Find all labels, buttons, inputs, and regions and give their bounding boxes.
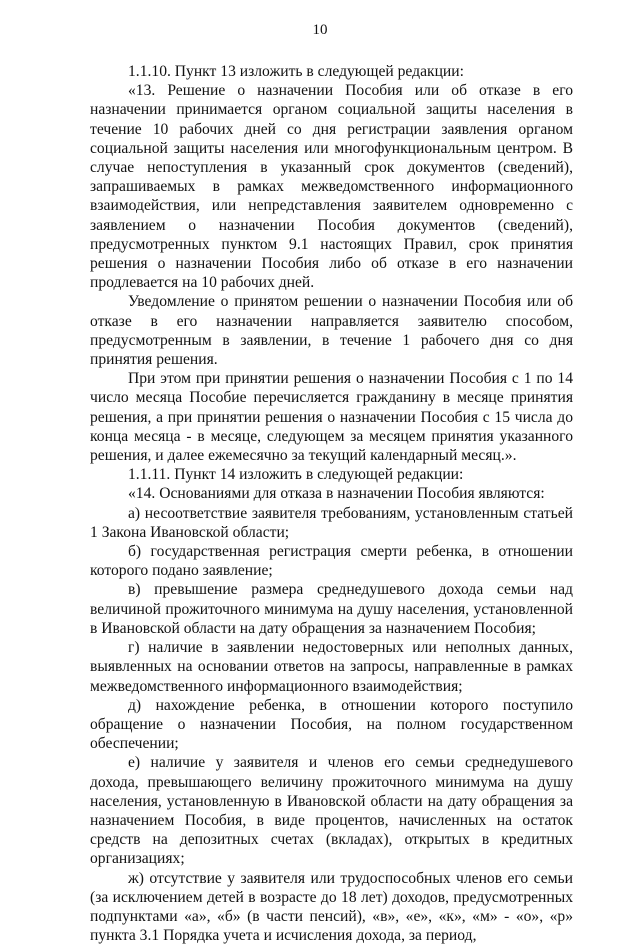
list-item-v: в) превышение размера среднедушевого дохода семьи над величиной прожиточного минимума на душу населения, установленной в Ивановской области на дату обращения за назначением Пособия; xyxy=(90,581,573,637)
paragraph-notification: Уведомление о принятом решении о назначении Пособия или об отказе в его назначении направляется заявителю способом, предусмотренным в заявлении, в течение 1 рабочего дня со дня принятия решения. xyxy=(90,293,573,369)
list-item-e: е) наличие у заявителя и членов его семьи среднедушевого дохода, превышающего величину прожиточного минимума на душу населения, установленную в Ивановской области на дату обращения за назначением Пособия, в виде процентов, начисленных на остаток средств на депозитных счетах (вкладах), открытых в кредитных организациях; xyxy=(90,754,573,868)
list-item-b: б) государственная регистрация смерти ребенка, в отношении которого подано заявление; xyxy=(90,543,573,580)
page-number: 10 xyxy=(312,22,328,38)
list-item-d: д) нахождение ребенка, в отношении которого поступило обращение о назначении Пособия, на полном государственном обеспечении; xyxy=(90,696,573,753)
paragraph-clause-13: «13. Решение о назначении Пособия или об отказе в его назначении принимается органом социальной защиты населения в течение 10 рабочих дней со дня регистрации заявления органом социальной защиты населения или многофункциональным центром. В случае непоступления в указанный срок документов (сведений), запрашиваемых в рамках межведомственного информационного взаимодействия, или непредставления заявителем одновременно с заявлением о назначении Пособия документов (сведений), предусмотренных пунктом 9.1 настоящих Правил, срок принятия решения о назначении Пособия либо об отказе в его назначении продлевается на 10 рабочих дней. xyxy=(90,82,573,292)
paragraph-amendment-1-1-10: 1.1.10. Пункт 13 изложить в следующей редакции: xyxy=(128,63,464,80)
paragraph-clause-14: «14. Основаниями для отказа в назначении Пособия являются: xyxy=(128,485,545,503)
document-body xyxy=(90,62,573,945)
list-item-zh: ж) отсутствие у заявителя или трудоспособных членов его семьи (за исключением детей в возрасте до 18 лет) доходов, предусмотренных подпунктами «а», «б» (в части пенсий), «в», «е», «к», «м» - «о», «р» пункта 3.1 Порядка учета и исчисления дохода, за период, xyxy=(90,869,573,945)
list-item-a: а) несоответствие заявителя требованиям, установленным статьей 1 Закона Ивановской области; xyxy=(90,504,573,541)
list-item-g: г) наличие в заявлении недостоверных или неполных данных, выявленных на основании ответов на запросы, направленные в рамках межведомственного информационного взаимодействия; xyxy=(90,639,573,695)
paragraph-amendment-1-1-11: 1.1.11. Пункт 14 изложить в следующей редакции: xyxy=(128,466,464,484)
paragraph-payment-timing: При этом при принятии решения о назначении Пособия с 1 по 14 число месяца Пособие перечисляется гражданину в месяце принятия решения, а при принятии решения о назначении Пособия с 15 числа до конца месяца - в месяце, следующем за месяцем принятия указанного решения, и далее ежемесячно за текущий календарный месяц.». xyxy=(90,370,573,465)
